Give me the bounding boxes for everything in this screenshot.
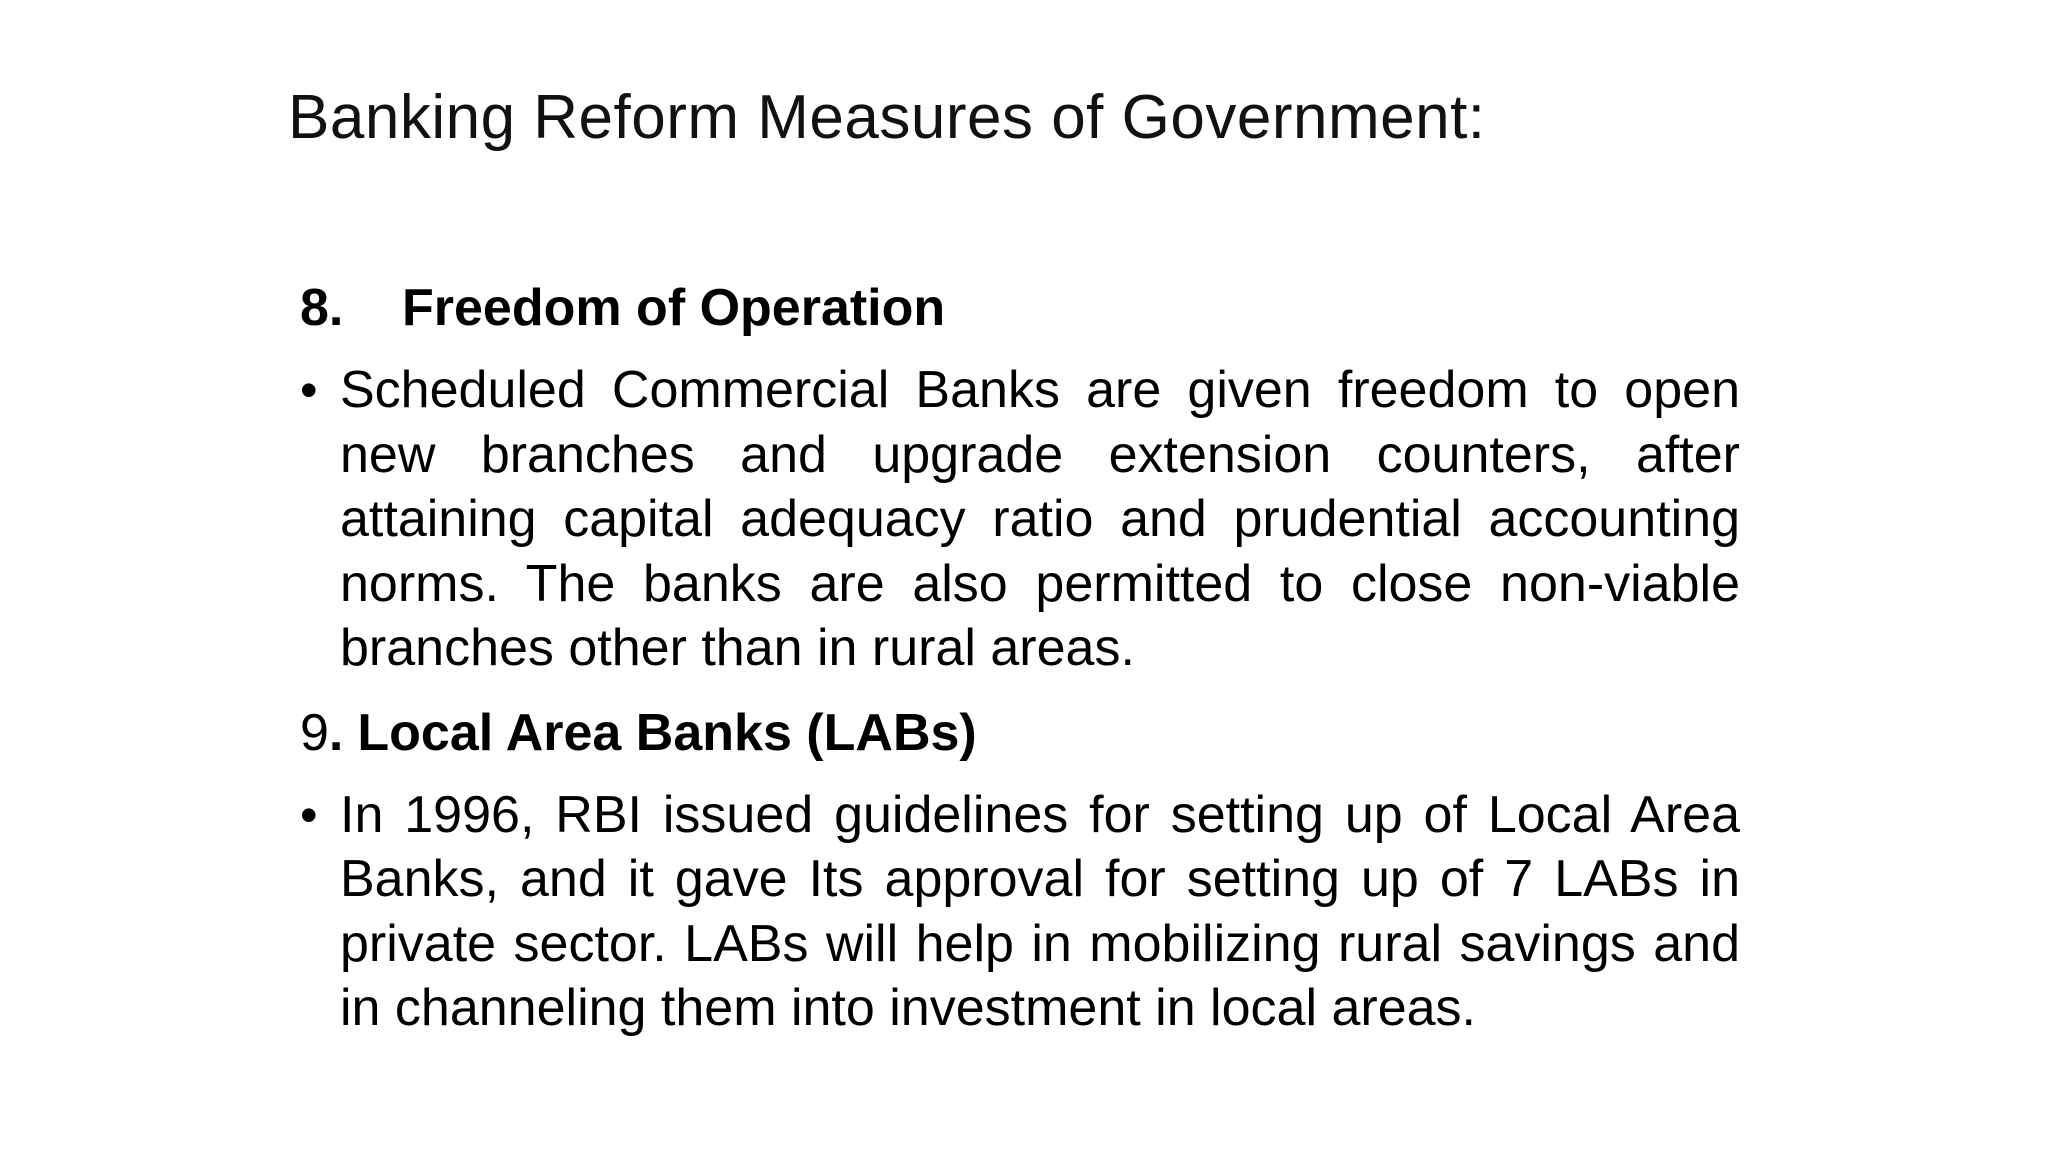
bullet-text: Scheduled Commercial Banks are given freedom to open new branches and upgrade extension counters, after attaining capital adequacy ratio and prudential accounting norms. The banks are also permitted to close non-viable branches other than in rural areas.	[340, 361, 1740, 677]
section-number: 9	[300, 703, 329, 762]
bullet-text: In 1996, RBI issued guidelines for setting up of Local Area Banks, and it gave Its approval for setting up of 7 LABs in private sector. LABs will help in mobilizing rural savings and in channeling them into investment in local areas.	[340, 785, 1740, 1037]
section-heading-8	[300, 270, 1750, 346]
bullet-item	[300, 783, 1750, 1041]
bullet-icon: •	[300, 362, 318, 418]
section-heading-label: Local Area Banks (LABs)	[357, 703, 977, 762]
bullet-item	[300, 358, 1750, 681]
section-heading-9	[300, 695, 1750, 771]
section-number: 8.	[300, 279, 344, 337]
section-heading-label: Freedom of Operation	[402, 279, 946, 337]
bullet-icon: •	[300, 786, 318, 843]
slide-content	[300, 270, 1750, 1055]
slide-title: Banking Reform Measures of Government:	[288, 83, 1486, 152]
section-number-punctuation: .	[328, 703, 344, 762]
